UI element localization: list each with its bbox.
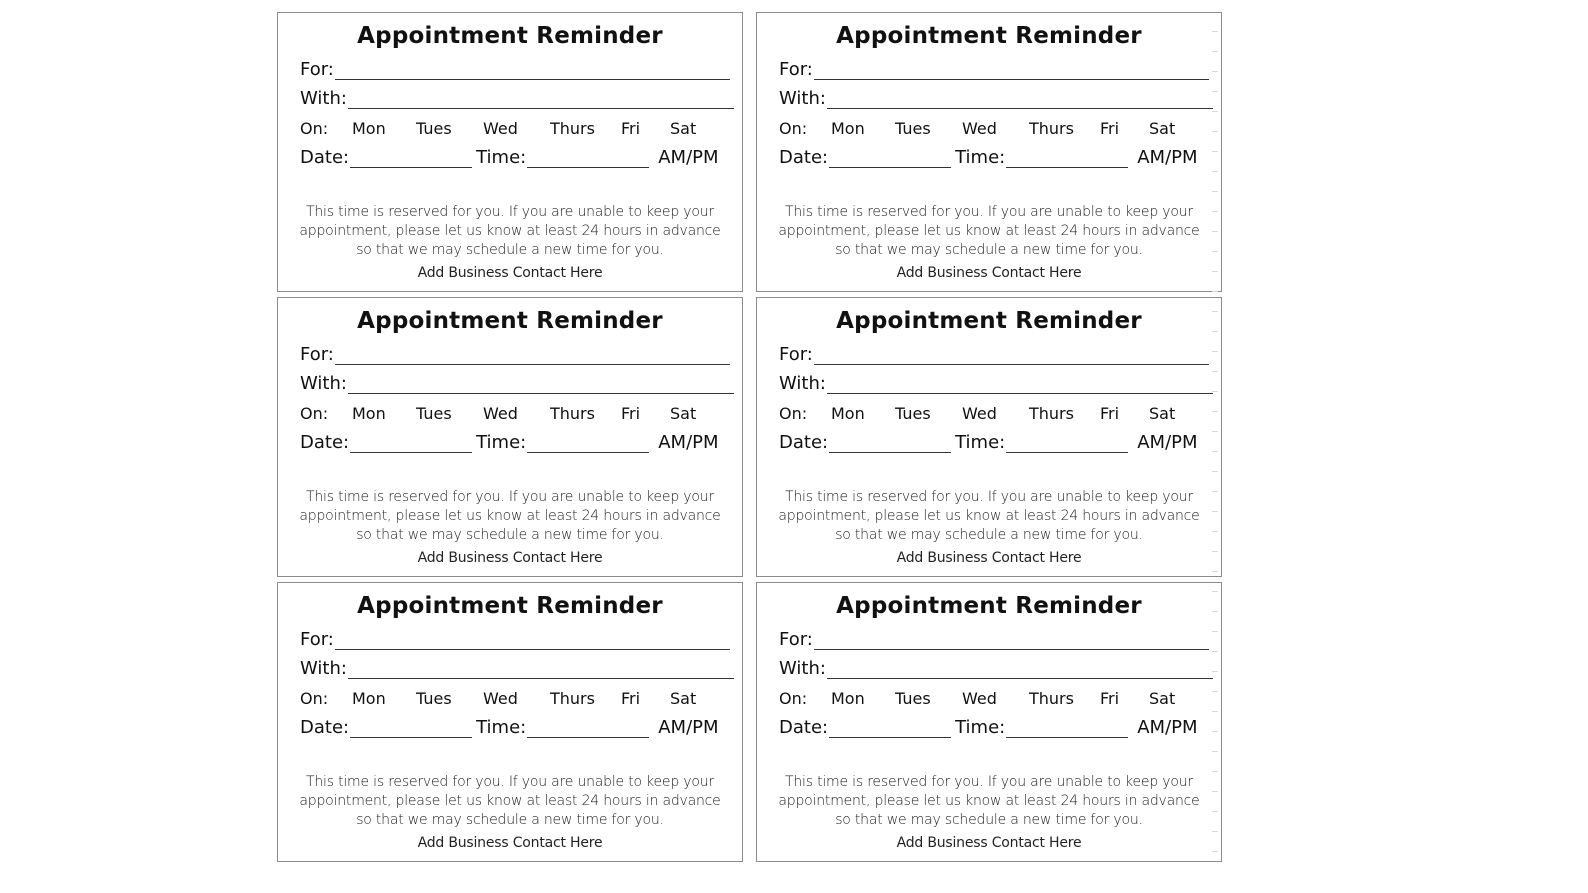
day-option: Thurs xyxy=(1029,404,1074,423)
ampm-label: AM/PM xyxy=(1137,432,1198,453)
for-label: For: xyxy=(779,629,813,650)
with-label: With: xyxy=(300,88,347,109)
with-label: With: xyxy=(300,373,347,394)
card-title: Appointment Reminder xyxy=(836,593,1142,619)
day-option: Fri xyxy=(621,689,641,708)
day-option: Tues xyxy=(416,119,452,138)
day-row xyxy=(779,404,1189,423)
day-option: Wed xyxy=(962,119,997,138)
date-label: Date: xyxy=(779,147,829,168)
ampm-label: AM/PM xyxy=(658,147,719,168)
with-blank xyxy=(348,90,734,109)
day-option: Wed xyxy=(483,404,518,423)
ampm-label: AM/PM xyxy=(1137,147,1198,168)
ampm-label: AM/PM xyxy=(658,717,719,738)
date-blank xyxy=(350,149,472,168)
for-row xyxy=(300,59,730,80)
card-title: Appointment Reminder xyxy=(357,308,663,334)
day-option: Sat xyxy=(670,119,697,138)
reservation-notice: This time is reserved for you. If you are unable to keep your appointment, please let us know at least 24 hours in advance so that we may schedule a new time for you. xyxy=(778,204,1200,258)
reservation-notice: This time is reserved for you. If you are unable to keep your appointment, please let us know at least 24 hours in advance so that we may schedule a new time for you. xyxy=(778,489,1200,543)
date-blank xyxy=(350,719,472,738)
reservation-notice: This time is reserved for you. If you are unable to keep your appointment, please let us know at least 24 hours in advance so that we may schedule a new time for you. xyxy=(778,774,1200,828)
for-label: For: xyxy=(300,344,334,365)
date-blank xyxy=(829,149,951,168)
day-option: Fri xyxy=(1100,119,1120,138)
for-row xyxy=(779,344,1209,365)
reservation-notice: This time is reserved for you. If you are unable to keep your appointment, please let us know at least 24 hours in advance so that we may schedule a new time for you. xyxy=(299,204,721,258)
with-blank xyxy=(827,660,1213,679)
day-option: Tues xyxy=(895,119,931,138)
day-option: Sat xyxy=(670,689,697,708)
reminder-card xyxy=(277,297,743,577)
on-label: On: xyxy=(300,119,329,138)
for-label: For: xyxy=(779,344,813,365)
for-label: For: xyxy=(300,629,334,650)
with-blank xyxy=(827,90,1213,109)
business-contact: Add Business Contact Here xyxy=(417,835,603,851)
date-time-row xyxy=(779,147,1209,168)
time-blank xyxy=(1006,719,1128,738)
day-option: Wed xyxy=(962,689,997,708)
time-label: Time: xyxy=(476,147,527,168)
day-option: Sat xyxy=(1149,404,1176,423)
business-contact: Add Business Contact Here xyxy=(417,550,603,566)
for-blank xyxy=(814,631,1209,650)
time-label: Time: xyxy=(955,432,1006,453)
business-contact: Add Business Contact Here xyxy=(896,550,1082,566)
time-blank xyxy=(527,149,649,168)
with-label: With: xyxy=(779,373,826,394)
with-row xyxy=(300,373,734,394)
for-row xyxy=(300,629,730,650)
day-option: Wed xyxy=(483,119,518,138)
with-row xyxy=(300,88,734,109)
card-title: Appointment Reminder xyxy=(357,593,663,619)
date-blank xyxy=(829,434,951,453)
with-label: With: xyxy=(300,658,347,679)
day-row xyxy=(779,689,1189,708)
for-blank xyxy=(335,346,730,365)
date-blank xyxy=(350,434,472,453)
date-label: Date: xyxy=(300,717,350,738)
day-option: Fri xyxy=(621,119,641,138)
day-option: Sat xyxy=(670,404,697,423)
reminder-card xyxy=(756,582,1222,862)
day-option: Thurs xyxy=(1029,119,1074,138)
date-label: Date: xyxy=(779,432,829,453)
for-row xyxy=(779,59,1209,80)
day-row xyxy=(779,119,1189,138)
date-time-row xyxy=(779,717,1209,738)
card-title: Appointment Reminder xyxy=(836,23,1142,49)
for-blank xyxy=(814,346,1209,365)
business-contact: Add Business Contact Here xyxy=(417,265,603,281)
on-label: On: xyxy=(779,689,808,708)
with-row xyxy=(779,658,1213,679)
with-label: With: xyxy=(779,658,826,679)
day-option: Thurs xyxy=(550,404,595,423)
with-row xyxy=(779,373,1213,394)
business-contact: Add Business Contact Here xyxy=(896,835,1082,851)
day-option: Tues xyxy=(895,689,931,708)
reminder-card xyxy=(756,297,1222,577)
for-label: For: xyxy=(779,59,813,80)
reminder-card xyxy=(277,12,743,292)
with-row xyxy=(779,88,1213,109)
day-row xyxy=(300,689,710,708)
for-label: For: xyxy=(300,59,334,80)
reminder-card xyxy=(756,12,1222,292)
time-blank xyxy=(527,434,649,453)
time-label: Time: xyxy=(955,717,1006,738)
with-blank xyxy=(827,375,1213,394)
time-label: Time: xyxy=(955,147,1006,168)
ampm-label: AM/PM xyxy=(1137,717,1198,738)
with-blank xyxy=(348,660,734,679)
date-time-row xyxy=(300,147,730,168)
day-row xyxy=(300,404,710,423)
day-option: Wed xyxy=(483,689,518,708)
time-label: Time: xyxy=(476,432,527,453)
day-option: Thurs xyxy=(550,689,595,708)
with-row xyxy=(300,658,734,679)
day-option: Tues xyxy=(416,689,452,708)
for-row xyxy=(779,629,1209,650)
reservation-notice: This time is reserved for you. If you are unable to keep your appointment, please let us know at least 24 hours in advance so that we may schedule a new time for you. xyxy=(299,489,721,543)
day-option: Mon xyxy=(831,119,865,138)
day-option: Mon xyxy=(831,689,865,708)
day-option: Thurs xyxy=(550,119,595,138)
day-option: Mon xyxy=(352,119,386,138)
reminder-card-sheet xyxy=(277,12,1222,862)
day-option: Thurs xyxy=(1029,689,1074,708)
card-title: Appointment Reminder xyxy=(836,308,1142,334)
day-option: Mon xyxy=(352,689,386,708)
day-option: Sat xyxy=(1149,689,1176,708)
day-option: Fri xyxy=(1100,689,1120,708)
date-time-row xyxy=(300,717,730,738)
day-option: Mon xyxy=(831,404,865,423)
time-blank xyxy=(1006,434,1128,453)
day-option: Sat xyxy=(1149,119,1176,138)
day-option: Fri xyxy=(1100,404,1120,423)
on-label: On: xyxy=(779,404,808,423)
date-label: Date: xyxy=(779,717,829,738)
reservation-notice: This time is reserved for you. If you are unable to keep your appointment, please let us know at least 24 hours in advance so that we may schedule a new time for you. xyxy=(299,774,721,828)
time-blank xyxy=(1006,149,1128,168)
date-time-row xyxy=(300,432,730,453)
date-label: Date: xyxy=(300,432,350,453)
on-label: On: xyxy=(300,404,329,423)
day-option: Fri xyxy=(621,404,641,423)
day-row xyxy=(300,119,710,138)
business-contact: Add Business Contact Here xyxy=(896,265,1082,281)
with-blank xyxy=(348,375,734,394)
on-label: On: xyxy=(779,119,808,138)
day-option: Tues xyxy=(416,404,452,423)
time-label: Time: xyxy=(476,717,527,738)
reminder-card xyxy=(277,582,743,862)
on-label: On: xyxy=(300,689,329,708)
for-blank xyxy=(335,61,730,80)
time-blank xyxy=(527,719,649,738)
day-option: Wed xyxy=(962,404,997,423)
with-label: With: xyxy=(779,88,826,109)
day-option: Mon xyxy=(352,404,386,423)
for-row xyxy=(300,344,730,365)
for-blank xyxy=(335,631,730,650)
for-blank xyxy=(814,61,1209,80)
date-time-row xyxy=(779,432,1209,453)
card-title: Appointment Reminder xyxy=(357,23,663,49)
ampm-label: AM/PM xyxy=(658,432,719,453)
day-option: Tues xyxy=(895,404,931,423)
date-blank xyxy=(829,719,951,738)
sheet-edge-ticks xyxy=(1212,12,1218,860)
date-label: Date: xyxy=(300,147,350,168)
